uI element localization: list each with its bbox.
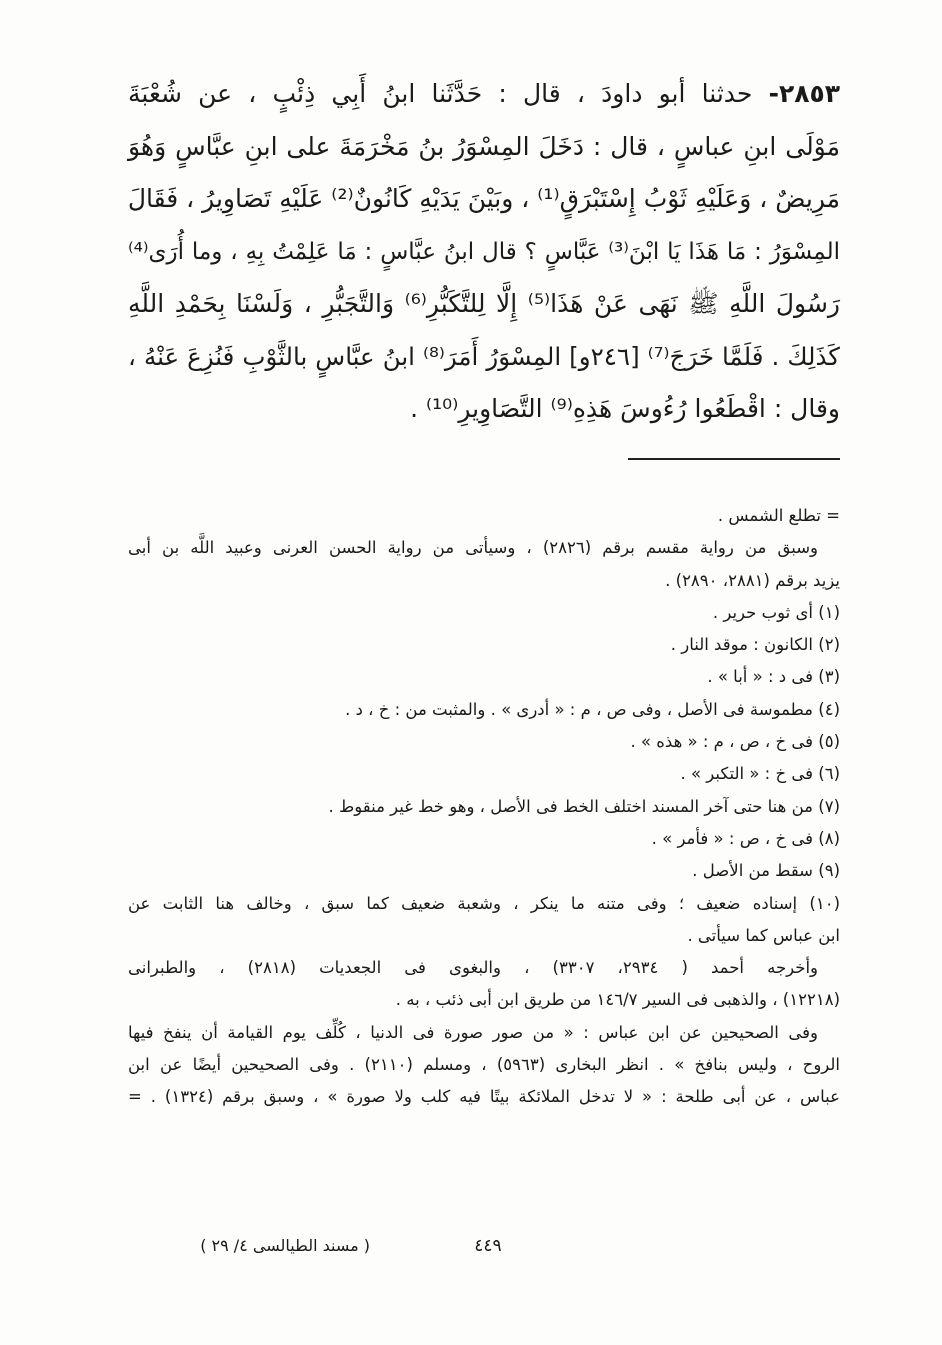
hadith-line-5: رَسُولَ اللَّهِ ﷺ نَهَى عَنْ هَذَا⁽⁵⁾ إِلَّا لِلتَّكَبُّرِ⁽⁶⁾ وَالتَّجَبُّرِ ، وَلَسْنَا بِحَمْدِ اللَّهِ — [128, 289, 840, 318]
hadith-line-4: المِسْوَرُ : مَا هَذَا يَا ابْنَ⁽³⁾ عَبَّاسٍ ؟ قال ابنُ عبَّاسٍ : مَا عَلِمْتُ بِهِ ، وما أُرَى⁽⁴⁾ — [128, 238, 840, 265]
hadith-line-2: مَوْلَى ابنِ عباسٍ ، قال : دَخَلَ المِسْوَرُ بنُ مَخْرَمَةَ على ابنِ عبَّاسٍ وَهُوَ — [128, 131, 840, 161]
footnote-line: عباس ، عن أبى طلحة : « لا تدخل الملائكة بيتًا فيه كلب ولا صورة » ، وسبق برقم (١٣٢٤) . = — [128, 1087, 840, 1107]
hadith-line-3: مَرِيضٌ ، وَعَلَيْهِ ثَوْبُ إِسْتَبْرَقٍ⁽¹⁾ ، وبَيْنَ يَدَيْهِ كَانُونٌ⁽²⁾ عَلَيْهِ تَصَاوِيرُ ، فَقَالَ — [127, 184, 840, 213]
footnote-line: وسبق من رواية مقسم برقم (٢٨٢٦) ، وسيأتى من رواية الحسن العرنى وعبيد اللَّه بن أبى — [128, 538, 818, 558]
footnote-line: (٦) فى خ : « التكبر » . — [680, 764, 840, 784]
footnote-line: (٨) فى خ ، ص : « فأمر » . — [651, 828, 840, 848]
footnote-line: (١٢٢١٨) ، والذهبى فى السير ١٤٦/٧ من طريق ابن أبى ذئب ، به . — [395, 990, 840, 1010]
footnote-separator — [628, 458, 840, 460]
footnote-line: وفى الصحيحين عن ابن عباس : « من صور صورة فى الدنيا ، كُلِّف يوم القيامة أن ينفخ فيها — [128, 1022, 818, 1042]
footnote-line: يزيد برقم (٢٨٨١، ٢٨٩٠) . — [665, 570, 840, 590]
footnote-line: (٣) فى د : « أبا » . — [707, 667, 840, 687]
hadith-line-7: وقال : اقْطَعُوا رُءُوسَ هَذِهِ⁽⁹⁾ التَّصَاوِيرِ⁽¹⁰⁾ . — [410, 394, 840, 423]
footnote-line: (١٠) إسناده ضعيف ؛ وفى متنه ما ينكر ، وشعبة ضعيف كما سبق ، وخالف هنا الثابت عن — [128, 893, 840, 913]
footnote-line: (١) أى ثوب حرير . — [712, 602, 840, 622]
hadith-text — [128, 68, 840, 436]
footnote-line: (٧) من هنا حتى آخر المسند اختلف الخط فى الأصل ، وهو خط غير منقوط . — [328, 796, 840, 816]
footnote-line: (٩) سقط من الأصل . — [692, 861, 840, 881]
footnote-line: ابن عباس كما سيأتى . — [687, 925, 840, 945]
page-number: ٤٤٩ — [474, 1236, 502, 1256]
hadith-line-1: ٢٨٥٣- حدثنا أبو داودَ ، قال : حَدَّثَنا ابنُ أَبِي ذِئْبٍ ، عن شُعْبَةَ — [128, 79, 840, 108]
hadith-line-6: كَذَلِكَ . فَلَمَّا خَرَجَ⁽⁷⁾ [٢٤٦و] المِسْوَرُ أَمَرَ⁽⁸⁾ ابنُ عبَّاسٍ بالثَّوْبِ فَنُزِعَ عَنْهُ ، — [128, 341, 840, 371]
page-footer — [128, 1236, 840, 1266]
footnote-line: (٤) مطموسة فى الأصل ، وفى ص ، م : « أدرى » . والمثبت من : خ ، د . — [345, 699, 840, 719]
footnote-line: = تطلع الشمس . — [717, 506, 840, 525]
book-reference: ( مسند الطيالسى ٤/ ٢٩ ) — [200, 1236, 370, 1255]
footnote-line: (٢) الكانون : موقد النار . — [670, 635, 840, 655]
hadith-number: ٢٨٥٣- — [768, 79, 840, 108]
footnotes — [128, 500, 840, 1114]
footnote-line: الروح ، وليس بنافخ » . انظر البخارى (٥٩٦٣) ، ومسلم (٢١١٠) . وفى الصحيحين أيضًا عن ابن — [128, 1055, 840, 1075]
footnote-line: وأخرجه أحمد ( ٢٩٣٤، ٣٣٠٧) ، والبغوى فى الجعديات (٢٨١٨) ، والطبرانى — [128, 958, 819, 978]
footnote-line: (٥) فى خ ، ص ، م : « هذه » . — [630, 732, 840, 752]
